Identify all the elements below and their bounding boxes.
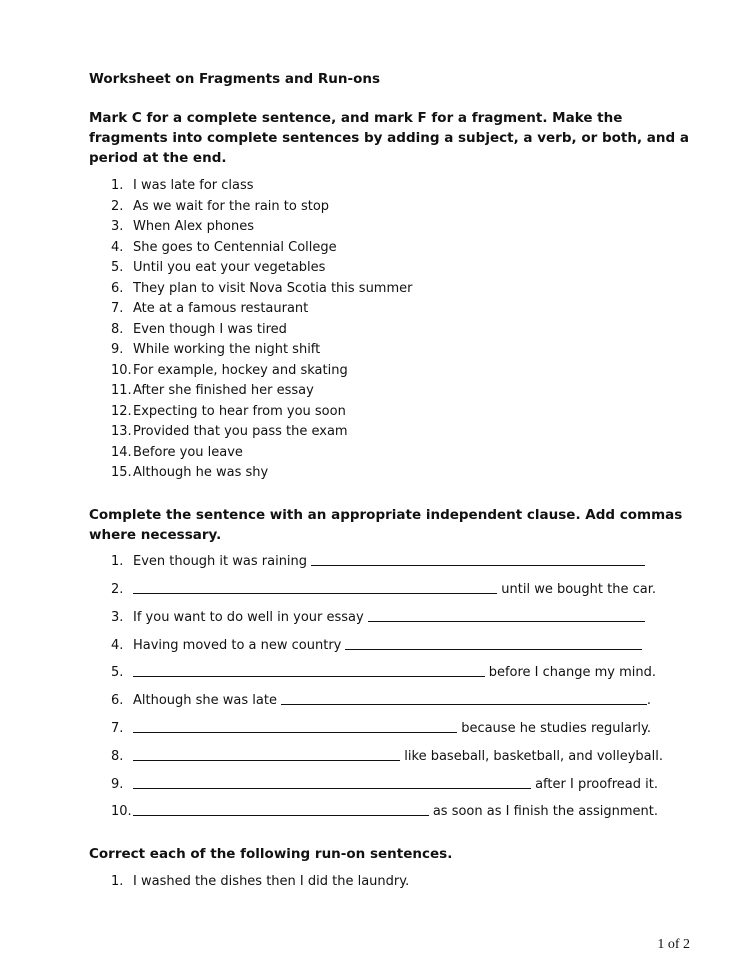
- item-suffix: after I proofread it.: [535, 777, 658, 792]
- answer-blank[interactable]: [133, 664, 485, 677]
- list-item: [111, 178, 254, 193]
- item-text: Ate at a famous restaurant: [133, 301, 309, 316]
- item-number: 9.: [111, 342, 124, 357]
- item-number: 8.: [111, 749, 124, 764]
- answer-blank[interactable]: [133, 803, 429, 816]
- item-text: Before you leave: [133, 444, 243, 460]
- item-number: 9.: [111, 777, 124, 792]
- item-suffix: because he studies regularly.: [461, 721, 651, 736]
- item-number: 1.: [111, 178, 124, 193]
- item-text: I was late for class: [133, 178, 254, 193]
- item-number: 12.: [111, 403, 132, 419]
- list-item: [111, 281, 412, 296]
- item-suffix: before I change my mind.: [488, 665, 656, 680]
- item-text: While working the night shift: [133, 342, 321, 357]
- answer-blank[interactable]: [368, 609, 645, 622]
- answer-blank[interactable]: [133, 720, 457, 733]
- answer-blank[interactable]: [133, 581, 497, 594]
- item-number: 1.: [111, 554, 124, 569]
- answer-blank[interactable]: [281, 692, 647, 705]
- exercise-row: [111, 664, 656, 680]
- item-number: 10.: [111, 804, 132, 819]
- item-number: 13.: [111, 424, 132, 439]
- exercise-row: [111, 581, 656, 597]
- answer-blank[interactable]: [345, 637, 642, 650]
- item-number: 2.: [111, 582, 124, 597]
- item-text: When Alex phones: [133, 219, 255, 234]
- item-number: 3.: [111, 219, 124, 234]
- item-number: 2.: [111, 198, 124, 214]
- item-text: She goes to Centennial College: [133, 239, 337, 255]
- exercise-row: [111, 803, 658, 819]
- item-text: Although he was shy: [133, 465, 269, 480]
- page-number: 1 of 2: [657, 937, 690, 952]
- item-text: Even though I was tired: [133, 321, 287, 337]
- item-number: 6.: [111, 280, 124, 296]
- exercise-row: [111, 776, 658, 792]
- list-item: [111, 260, 325, 275]
- item-number: 8.: [111, 321, 124, 337]
- exercise-row: [111, 637, 646, 653]
- item-text: As we wait for the rain to stop: [133, 198, 330, 214]
- item-suffix: as soon as I finish the assignment.: [432, 804, 658, 819]
- item-text: For example, hockey and skating: [133, 362, 348, 378]
- item-suffix: until we bought the car.: [501, 582, 656, 597]
- list-item: [111, 219, 254, 234]
- answer-blank[interactable]: [311, 553, 645, 566]
- list-item: [111, 445, 243, 460]
- item-text: I washed the dishes then I did the laundry.: [133, 874, 410, 889]
- list-item: [111, 383, 314, 398]
- item-suffix: .: [646, 693, 651, 708]
- exercise-row: [111, 553, 649, 569]
- section1-instructions: Mark C for a complete sentence, and mark F for a fragment. Make the fragments into complete sentences by adding a subject, a verb, or both, and a period at the end.: [89, 110, 689, 166]
- list-item: [111, 301, 308, 316]
- list-item: [111, 363, 348, 378]
- item-number: 15.: [111, 465, 132, 480]
- answer-blank[interactable]: [133, 776, 531, 789]
- list-item: [111, 874, 409, 889]
- item-number: 5.: [111, 260, 124, 275]
- list-item: [111, 342, 320, 357]
- item-text: After she finished her essay: [133, 383, 314, 398]
- answer-blank[interactable]: [133, 748, 400, 761]
- item-number: 4.: [111, 239, 124, 255]
- item-number: 6.: [111, 693, 124, 708]
- item-suffix: like baseball, basketball, and volleyball.: [404, 749, 663, 764]
- item-number: 4.: [111, 638, 124, 653]
- item-number: 5.: [111, 665, 124, 680]
- exercise-row: [111, 692, 651, 708]
- item-number: 11.: [111, 383, 132, 398]
- item-number: 3.: [111, 610, 124, 625]
- item-number: 7.: [111, 721, 124, 736]
- item-text: Provided that you pass the exam: [133, 424, 348, 439]
- item-number: 14.: [111, 444, 132, 460]
- item-text: Until you eat your vegetables: [133, 260, 326, 275]
- exercise-row: [111, 748, 663, 764]
- list-item: [111, 199, 329, 214]
- list-item: [111, 424, 348, 439]
- item-prefix: Having moved to a new country: [133, 638, 342, 653]
- item-text: Expecting to hear from you soon: [133, 403, 346, 419]
- item-number: 10.: [111, 362, 132, 378]
- item-number: 1.: [111, 874, 124, 889]
- item-prefix: Although she was late: [133, 693, 277, 708]
- item-text: They plan to visit Nova Scotia this summer: [133, 280, 413, 296]
- list-item: [111, 322, 287, 337]
- exercise-row: [111, 720, 651, 736]
- worksheet-title: Worksheet on Fragments and Run-ons: [89, 71, 381, 87]
- section2-instructions: Complete the sentence with an appropriate independent clause. Add commas where necessary.: [89, 507, 683, 543]
- section3-instructions: Correct each of the following run-on sentences.: [89, 846, 453, 862]
- exercise-row: [111, 609, 649, 625]
- item-number: 7.: [111, 301, 124, 316]
- item-prefix: If you want to do well in your essay: [133, 610, 364, 625]
- list-item: [111, 240, 337, 255]
- list-item: [111, 465, 268, 480]
- list-item: [111, 404, 346, 419]
- item-prefix: Even though it was raining: [133, 554, 308, 569]
